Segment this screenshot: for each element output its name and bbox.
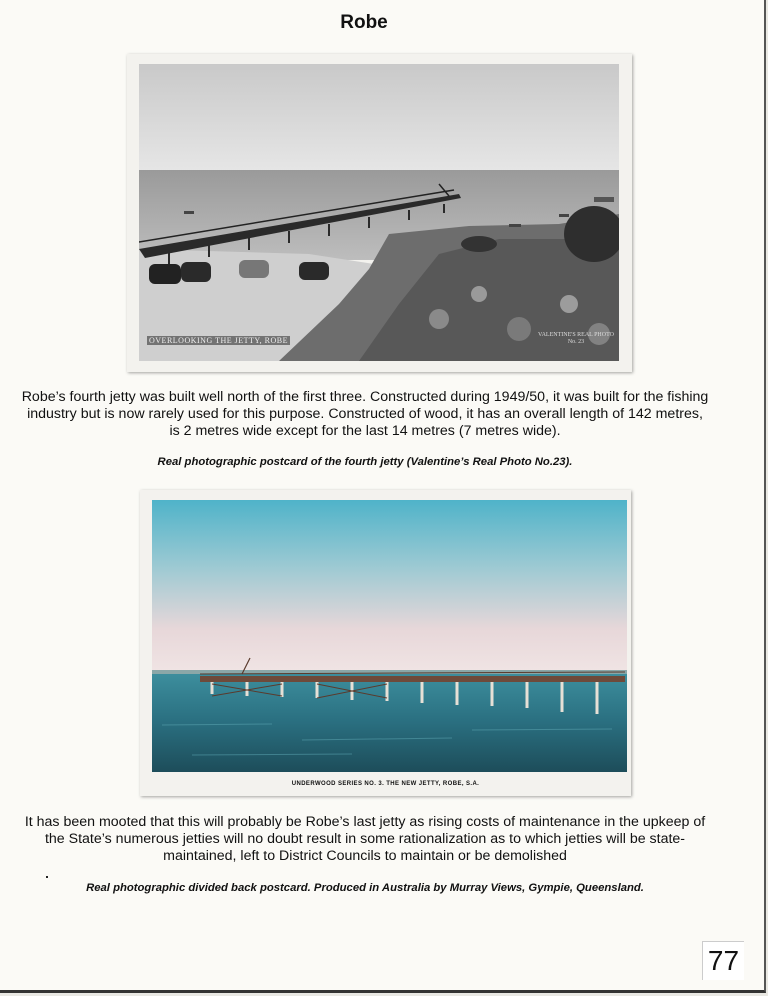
stray-mark	[46, 876, 48, 878]
fourth-jetty-description: Robe’s fourth jetty was built well north of the first three. Constructed during 1949/50, it was built for the fishing industry but is now rarely used for this purpose. Constructed of wood, it has an overall length of 142 metres, is 2 metres wide except for the last 14 metres (7 metres wide).	[21, 389, 709, 439]
fourth-jetty-caption: Real photographic postcard of the fourth jetty (Valentine’s Real Photo No.23).	[157, 456, 573, 468]
postcard-printed-caption: UNDERWOOD SERIES NO. 3. THE NEW JETTY, ROBE, S.A.	[291, 781, 480, 787]
publisher-mark	[538, 332, 614, 346]
postcard-printed-caption: OVERLOOKING THE JETTY, ROBE	[149, 336, 288, 345]
new-jetty-description: It has been mooted that this will probably be Robe’s last jetty as rising costs of maintenance in the upkeep of the State’s numerous jetties will no doubt result in some rationalization as to which jetties will be state-maintained, left to District Councils to maintain or be demolished	[24, 814, 706, 864]
publisher-name: VALENTINE'S REAL PHOTO	[538, 332, 614, 338]
new-jetty-caption: Real photographic divided back postcard. Produced in Australia by Murray Views, Gympie, Queensland.	[86, 882, 644, 894]
publisher-number: No. 23	[567, 339, 585, 345]
postcard-fourth-jetty	[127, 54, 632, 372]
postcard-new-jetty	[140, 490, 631, 796]
page-number: 77	[702, 941, 744, 980]
jetty-photo-tinted	[152, 500, 627, 772]
page-title: Robe	[340, 12, 388, 33]
jetty-photo-bw	[139, 64, 619, 361]
